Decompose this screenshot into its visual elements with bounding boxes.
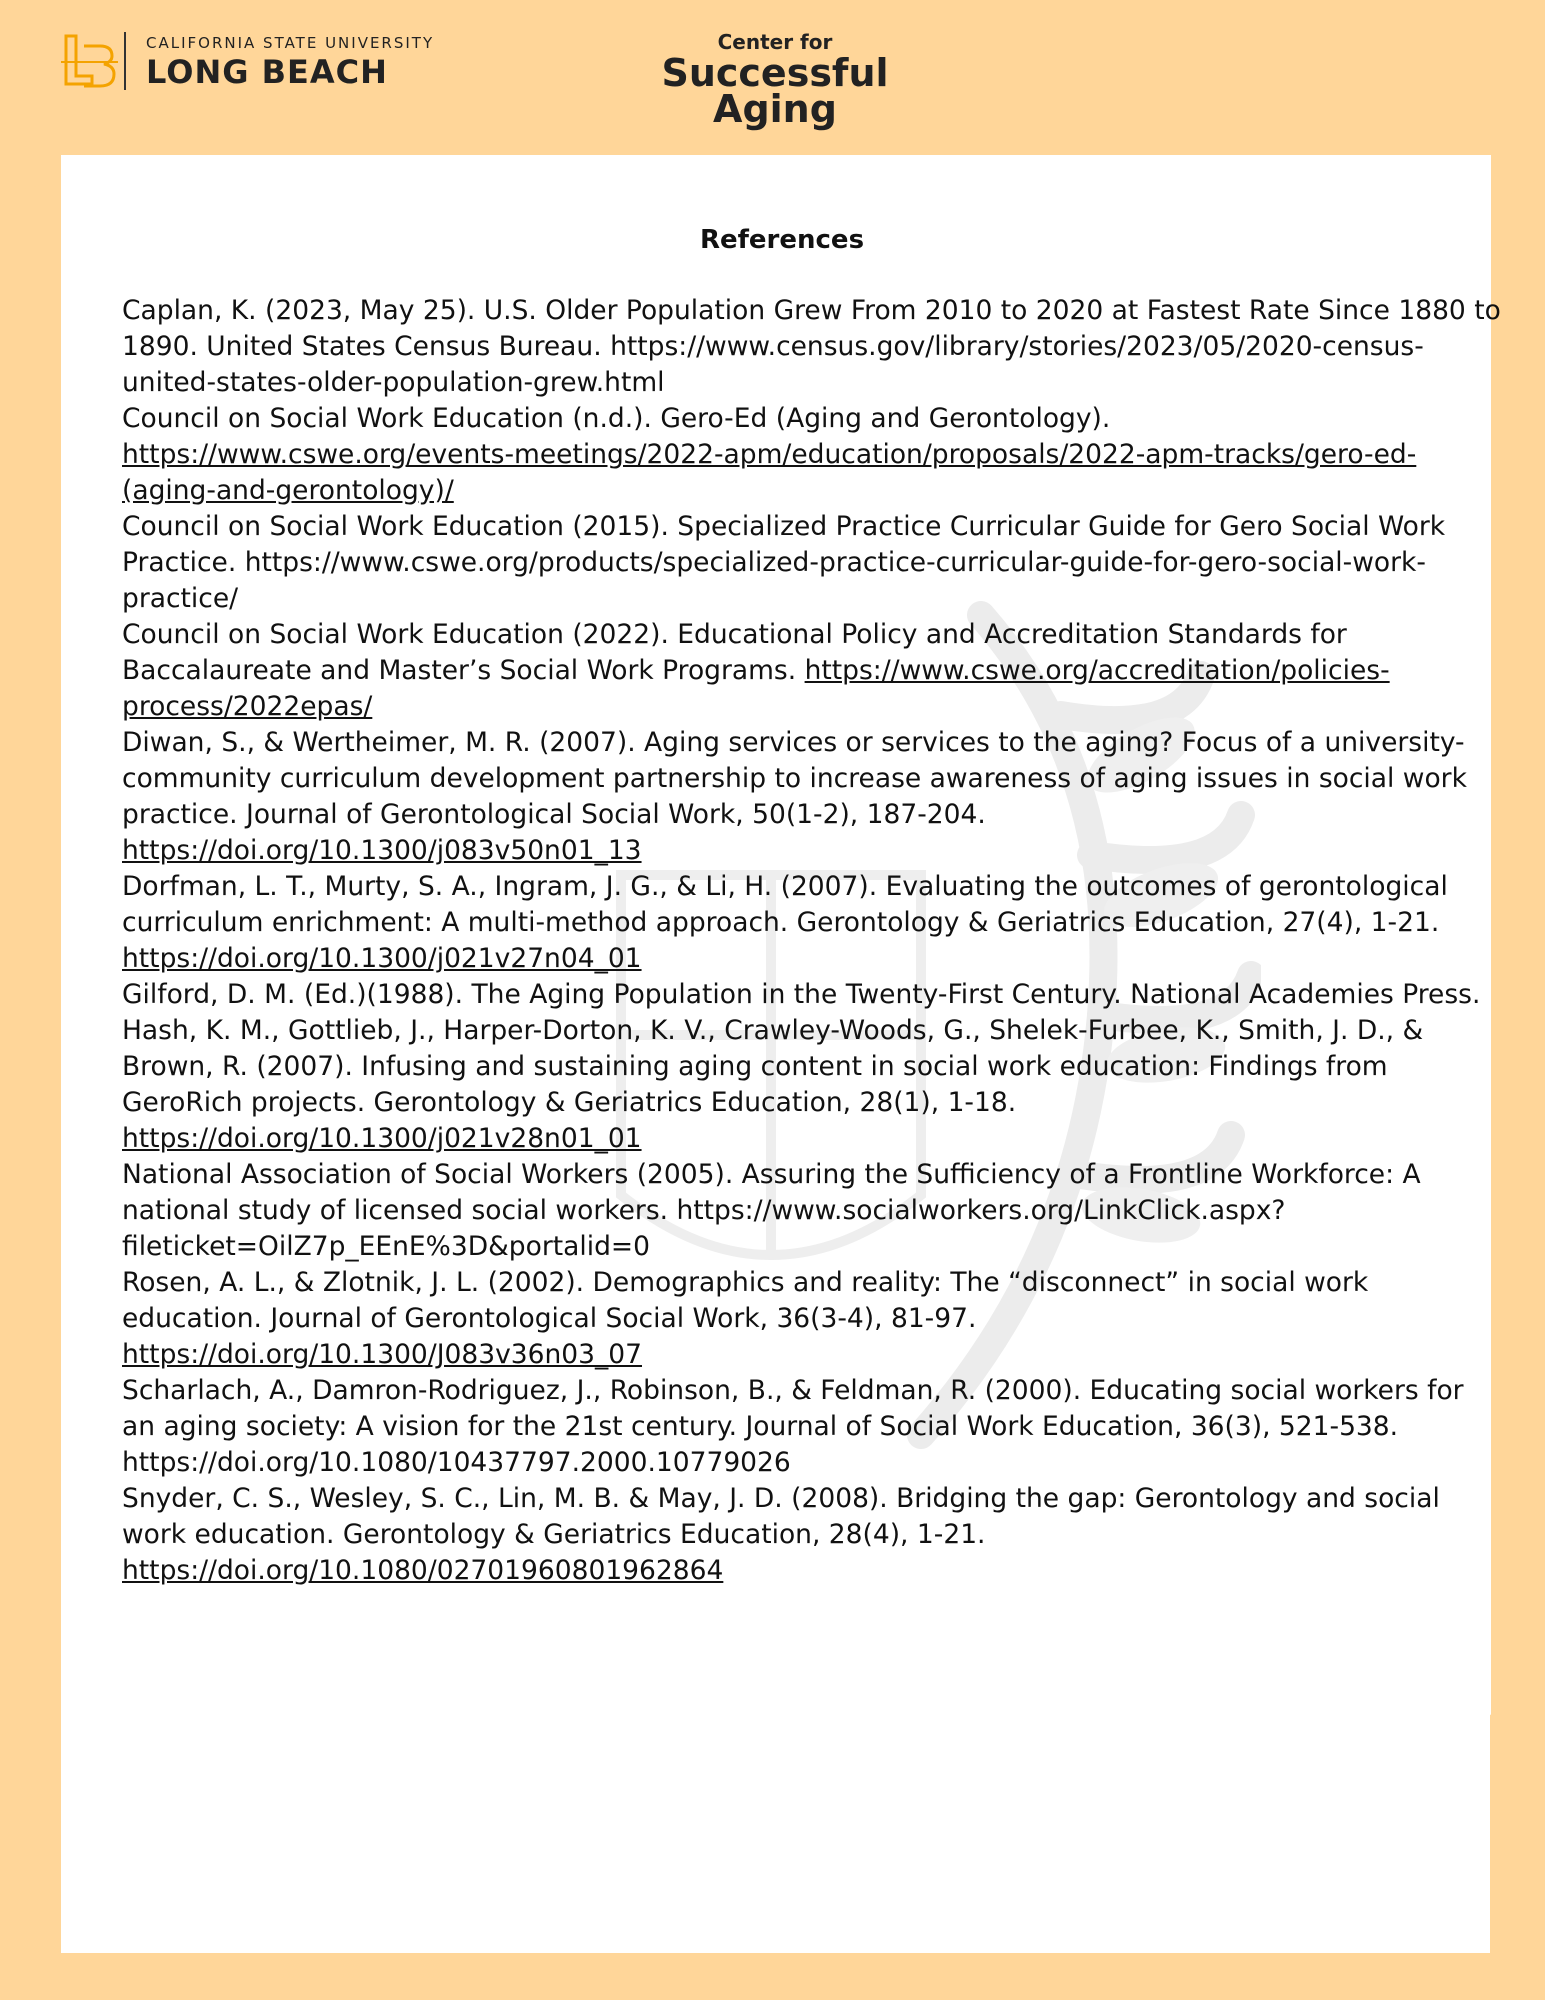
- reference-entry: [122, 1157, 1502, 1265]
- reference-text: Gilford, D. M. (Ed.)(1988). The Aging Population in the Twenty-First Century. National Academies Press.: [122, 979, 1481, 1010]
- reference-link[interactable]: https://doi.org/10.1300/j021v27n04_01: [122, 943, 642, 974]
- university-name-small: CALIFORNIA STATE UNIVERSITY: [146, 34, 435, 52]
- page-sheet: [61, 155, 1501, 1953]
- reference-entry: [122, 1013, 1502, 1157]
- reference-text: Diwan, S., & Wertheimer, M. R. (2007). Aging services or services to the aging? Focus of a university-community curriculum development partnership to increase awareness of aging issues in social work practice. Journal of Gerontological Social Work, 50(1-2), 187-204.: [122, 727, 1467, 830]
- reference-text: Rosen, A. L., & Zlotnik, J. L. (2002). Demographics and reality: The “disconnect” in social work education. Journal of Gerontological Social Work, 36(3-4), 81-97.: [122, 1267, 1369, 1334]
- center-title-line3: Aging: [713, 87, 837, 131]
- reference-text: Council on Social Work Education (n.d.). Gero-Ed (Aging and Gerontology).: [122, 403, 1111, 434]
- reference-text: Dorfman, L. T., Murty, S. A., Ingram, J. G., & Li, H. (2007). Evaluating the outcomes of gerontological curriculum enrichment: A multi-method approach. Gerontology & Geriatrics Education, 27(4), 1-21.: [122, 871, 1448, 938]
- reference-link[interactable]: https://doi.org/10.1080/02701960801962864: [122, 1555, 724, 1586]
- lb-monogram-icon: [58, 32, 120, 92]
- corner-decoration-top-right: [1490, 150, 1545, 210]
- reference-entry: [122, 1481, 1502, 1589]
- reference-link[interactable]: https://www.cswe.org/accreditation/policies-process/2022epas/: [122, 655, 1390, 722]
- reference-link[interactable]: https://doi.org/10.1300/j083v50n01_13: [122, 835, 642, 866]
- reference-entry: [122, 293, 1502, 401]
- reference-text: National Association of Social Workers (2005). Assuring the Sufficiency of a Frontline Workforce: A national study of licensed social workers. https://www.socialworkers.org/LinkClick.aspx?fileticket=OilZ7p_EEnE%3D&portalid=0: [122, 1159, 1421, 1262]
- reference-entry: [122, 1373, 1502, 1481]
- reference-entry: [122, 509, 1502, 617]
- reference-entry: [122, 977, 1502, 1013]
- reference-link[interactable]: https://doi.org/10.1300/j021v28n01_01: [122, 1123, 642, 1154]
- reference-entry: [122, 1265, 1502, 1373]
- reference-list: [122, 293, 1502, 1589]
- corner-decoration-top-left: [0, 150, 61, 195]
- reference-link[interactable]: https://doi.org/10.1300/J083v36n03_07: [122, 1339, 642, 1370]
- corner-decoration-bottom-left: [0, 1715, 61, 1955]
- center-title-line1: Center for: [717, 30, 833, 54]
- reference-text: Scharlach, A., Damron-Rodriguez, J., Robinson, B., & Feldman, R. (2000). Educating social workers for an aging society: A vision for the 21st century. Journal of Social Work Education, 36(3), 521-538. https://doi.org/10.1080/10437797.2000.10779026: [122, 1375, 1464, 1478]
- reference-entry: [122, 725, 1502, 869]
- reference-text: Council on Social Work Education (2022). Educational Policy and Accreditation Standards for Baccalaureate and Master’s Social Work Programs.: [122, 619, 1347, 686]
- reference-link[interactable]: https://www.cswe.org/events-meetings/2022-apm/education/proposals/2022-apm-tracks/gero-ed-(aging-and-gerontology)/: [122, 439, 1417, 506]
- reference-text: Caplan, K. (2023, May 25). U.S. Older Population Grew From 2010 to 2020 at Fastest Rate Since 1880 to 1890. United States Census Bureau. https://www.census.gov/library/stories/2023/05/2020-census-united-states-older-population-grew.html: [122, 295, 1501, 398]
- corner-decoration-bottom-right: [1490, 1685, 1545, 1955]
- logo-divider: [124, 32, 126, 90]
- reference-text: Hash, K. M., Gottlieb, J., Harper-Dorton, K. V., Crawley-Woods, G., Shelek-Furbee, K., Smith, J. D., & Brown, R. (2007). Infusing and sustaining aging content in social work education: Findings from GeroRich projects. Gerontology & Geriatrics Education, 28(1), 1-18.: [122, 1015, 1424, 1118]
- center-logo: [640, 30, 910, 131]
- reference-entry: [122, 617, 1502, 725]
- reference-entry: [122, 401, 1502, 509]
- reference-text: Snyder, C. S., Wesley, S. C., Lin, M. B. & May, J. D. (2008). Bridging the gap: Gerontology and social work education. Gerontology & Geriatrics Education, 28(4), 1-21.: [122, 1483, 1440, 1550]
- header: [0, 0, 1545, 155]
- reference-text: Council on Social Work Education (2015). Specialized Practice Curricular Guide for Gero Social Work Practice. https://www.cswe.org/products/specialized-practice-curricular-guide-for-gero-social-work-practice/: [122, 511, 1446, 614]
- university-name-big: LONG BEACH: [146, 53, 388, 91]
- references-content: [122, 225, 1502, 1589]
- page-title: References: [699, 225, 865, 255]
- reference-entry: [122, 869, 1502, 977]
- center-title-line2: Successful: [661, 51, 889, 95]
